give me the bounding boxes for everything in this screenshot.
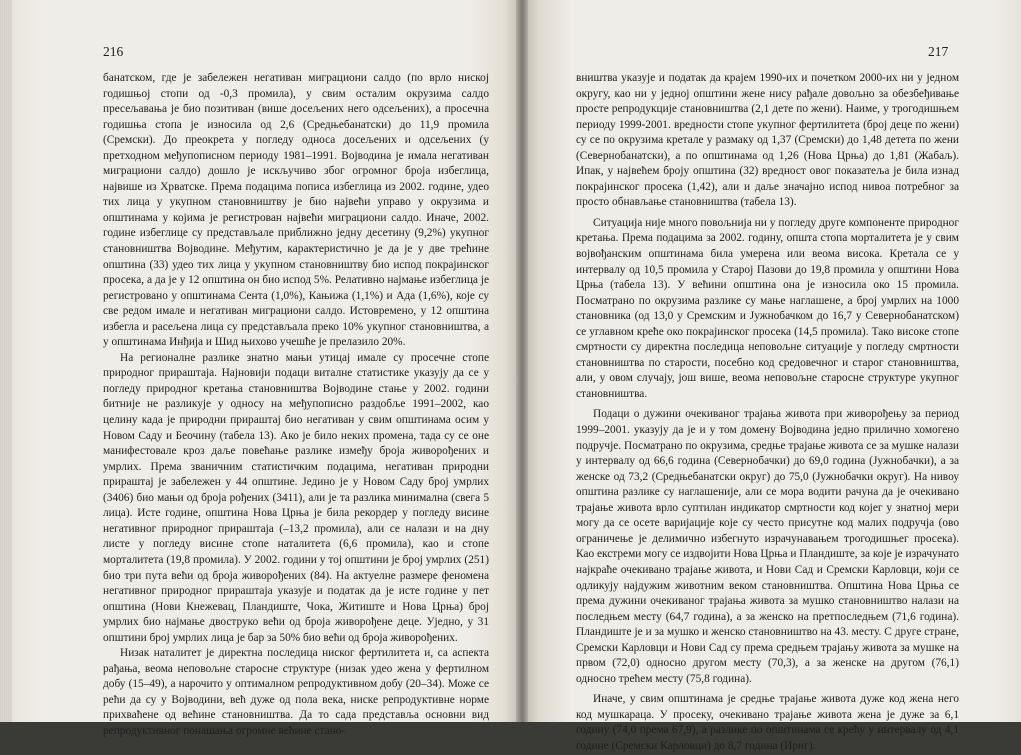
page-edges <box>0 0 12 722</box>
paragraph: Иначе, у свим општинама је средње трајање живота дуже код жена него код мушкараца. У просеку, очекивано трајање живота жена је дуже за 6,1 годину (74,0 према 67,9), а разлике по општинама се крећу у интервалу од 4,1 године (Сремски Карловци) до 8,7 година (Ириг). <box>576 693 959 752</box>
right-page <box>522 0 1021 752</box>
paragraph: Ситуација није много повољнија ни у погледу друге компоненте природног кретања. Према подацима за 2002. годину, општа стопа морталитета је у свим војвођанским општинама била умерена или веома висока. Кретала се у интервалу од 10,5 промила у Старој Пазови до 19,8 промила у општини Нова Црња (табела 13). У већини општина она је износила око 15 промила. Посматрано по окрузима разлике су мање наглашене, а број умрлих на 1000 становника (од 13,0 у Сремским и Јужнобачком до 16,7 у Севернобанатском) се углавном креће око покрајинског просека (14,5 промила). Тако високе стопе смртности су директна последица неповољне ситуације у погледу смртности становништва по старости, посебно код средовечног и старог становништва, али, у овом случају, још више, веома неповољне старосне структуре укупног становништва. <box>576 216 959 400</box>
paragraph: Подаци о дужини очекиваног трајања живота при живорођењу за период 1999–2001. указују да је и у том домену Војводина једно прилично хомогено подручје. Посматрано по окрузима, средње трајање живота се за мушке налази у интервалу од 66,6 година (Севернобачки) до 69,0 година (Јужнобачки), а за женске од 73,2 (Средњебанатски округ) до 75,0 (Јужнобачки округ). На нивоу општина разлике су наглашеније, али се мора водити рачуна да је очекивано трајање живота врло суптилан индикатор смртности код којег у знатној мери могу да се осете варијације које су често присутне код малих подручја (ово ограничење је делимично избегнуто израчунавањем трогодишњег просека). Као екстреми могу се издвојити Нова Црња и Пландиште, за које је израчунато најкраће очекивано трајање живота, и Нови Сад и Сремски Карловци, који се одликују најдужим животним веком становништва. Општина Нова Црња се према дужини очекиваног трајања живота за мушко становништво налази на последњем месту (64,7 година), а за женско на претпоследњем (71,6 година). Пландиште је и за мушко и женско становништво на 43. месту. С друге стране, Сремски Карловци и Нови Сад су према средњем трајању живота за мушке на првом (72,0) односно другом месту (70,3), а за женске на другом (76,1) односно трећем месту (75,8 година). <box>576 408 959 685</box>
left-page-text <box>103 71 489 740</box>
book-gutter <box>516 0 528 722</box>
paragraph: Низак наталитет је директна последица ниског фертилитета и, са аспекта рађања, веома неповољне старосне структуре (низак удео жена у фертилном добу (15–49), а нарочито у оптималном репродуктивном добу (20–34). Може се рећи да су у Војводини, већ дуже од пола века, ниске репродуктивне норме прихваћене од већине становништва. Да то сада представља основни вид репродуктивног понашања огромне већине стано- <box>103 647 489 737</box>
paragraph: вништва указује и податак да крајем 1990-их и почетком 2000-их ни у једном округу, као ни у једној општини жене нису рађале довољно за обезбеђивање просте репродукције становништва (2,1 дете по жени). Наиме, у трогодишњем периоду 1999-2001. вредности стопе укупног фертилитета (број деце по жени) су се по окрузима кретале у размаку од 1,37 (Сремски) до 1,48 детета по жени (Севернобанатски), а по општинама од 1,26 (Нова Црња) до 1,81 (Жабаљ). Ипак, у највећем броју општина (32) вредност овог показатеља је била изнад покрајинског просека (1,42), али и даље значајно испод нивоа потребног за просто обнављање становништва (табела 13). <box>576 72 959 209</box>
page-number-right: 217 <box>928 44 949 59</box>
paragraph: банатском, где је забележен негативан миграциони салдо (по врло ниској годишњој стопи од -0,3 промила), у свим осталим окрузима салдо пресељавања је био позитиван (више досељених него одсељених), а просечна годишња стопа је износила од 2,6 (Средњебанатски) до 11,9 промила (Сремски). До преокрета у погледу односа досељених и одсељених (у претходном међупописном периоду 1981–1991. Војводина је имала негативан миграциони салдо) дошло је искључиво због огромног броја избеглица, највише из Хрватске. Према подацима пописа избеглица из 2002. године, удео тих лица у укупном становништву је био највећи управо у окрузима и општинама у којима је регистрован највећи миграциони салдо. Иначе, 2002. године избеглице су представљале приближно једну десетину (9,2%) укупног становништва Војводине. Међутим, карактеристично је да је у две трећине општина (33) удео тих лица у укупном становништву био испод покрајинског просека, а да је у 12 општина он био испод 5%. Релативно најмање избеглица је регистровано у општинама Сента (1,0%), Кањижа (1,1%) и Ада (1,6%), које су све редом имале и негативан миграциони салдо. Истовремено, у 12 општина избегла и расељена лица су представљала преко 10% укупног становништва, а у општинама Инђија и Шид њихово учешће је прелазило 20%. <box>103 72 489 349</box>
left-page <box>0 0 522 737</box>
page-number-left: 216 <box>103 44 124 59</box>
paragraph: На регионалне разлике знатно мањи утицај имале су просечне стопе природног прираштаја. Најновији подаци виталне статистике указују да се у погледу природног кретања становништва Војводине стање у 2002. години битније не разликује у односу на међупописно раздобље 1991–2002, као целину када је природни прираштај био негативан у свим општинама осим у Новом Саду и Беочину (табела 13). Ако је било неких промена, тада су се оне манифестовале кроз даље повећање разлике између броја живорођених и умрлих. Према званичним статистичким подацима, негативан природни прираштај је забележен у 44 општине. Једино је у Новом Саду број умрлих (3406) био мањи од броја рођених (3411), али је та разлика минимална (свега 5 лица). Исте године, општина Нова Црња је била рекордер у погледу висине негативног природног прираштаја (–13,2 промила), али се налази и на дну листе у погледу висине стопе наталитета (6,6 промила), као и стопе морталитета (19,8 промила). У 2002. години у тој општини је број умрлих (251) био три пута већи од броја живорођених (84). На актуелне размере феномена негативног природног прираштаја указује и податак да је исте године у пет општина (Нови Кнежевац, Пландиште, Чока, Житиште и Нова Црња) број умрлих био најмање двоструко већи од броја живорођене деце. Уједно, у 31 општини број умрлих лица је бар за 50% био већи од броја живорођених. <box>103 351 489 644</box>
right-page-text <box>576 71 959 755</box>
